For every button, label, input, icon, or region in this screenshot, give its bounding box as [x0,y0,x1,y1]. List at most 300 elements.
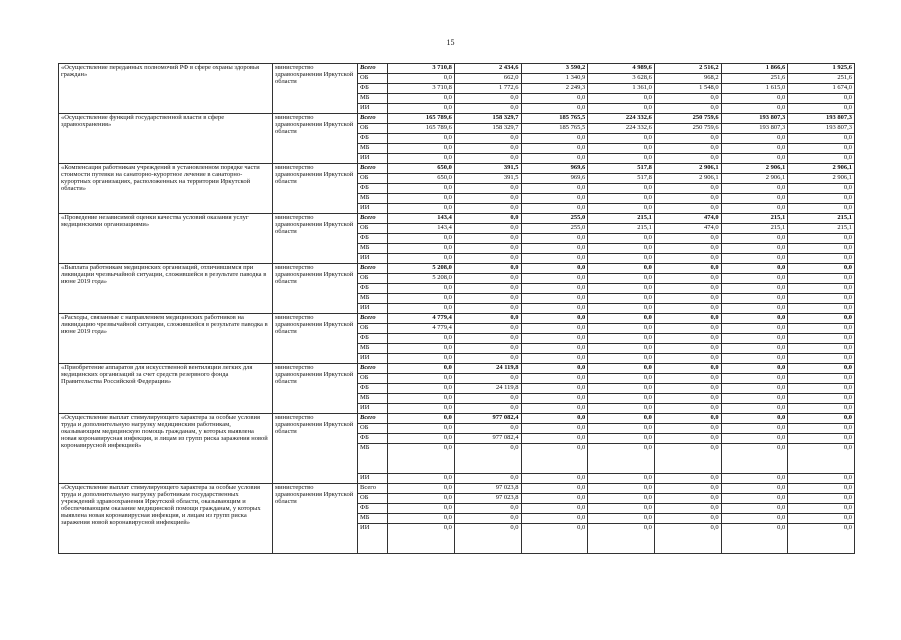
amount-cell: 0,0 [588,514,655,524]
amount-cell: 0,0 [654,334,721,344]
amount-cell: 0,0 [388,344,455,354]
amount-cell: 5 208,0 [388,274,455,284]
amount-cell: 0,0 [388,404,455,414]
amount-cell: 143,4 [388,214,455,224]
measure-description-text: «Осуществление выплат стимулирующего характера за особые условия труда и дополнительную нагрузку работникам государственных учреждений здравоохранения Иркутской области, оказывающим и обеспечивающим оказание медицинской помощи гражданам, у которых выявлена новая коронавирусная инфекция, и лицам из групп риска заражения новой коронавирусной инфекцией» [61,484,261,526]
amount-cell: 0,0 [388,434,455,444]
amount-cell: 2 906,1 [788,174,855,184]
amount-cell: 0,0 [788,234,855,244]
amount-cell: 0,0 [454,234,521,244]
amount-cell: 0,0 [721,204,788,214]
amount-cell: 0,0 [588,504,655,514]
amount-cell: 0,0 [388,284,455,294]
funding-source: ФБ [358,184,388,194]
amount-cell: 0,0 [454,224,521,234]
amount-cell: 0,0 [654,404,721,414]
amount-cell: 0,0 [521,264,588,274]
table-row [59,164,855,174]
amount-cell: 0,0 [521,134,588,144]
funding-source: Всего [358,114,388,124]
amount-cell: 0,0 [521,484,588,494]
executor-cell [273,114,358,164]
amount-cell: 0,0 [454,514,521,524]
amount-cell: 0,0 [721,354,788,364]
amount-cell: 3 710,8 [388,64,455,74]
funding-source: ИИ [358,304,388,314]
executor-cell [273,314,358,364]
measure-description-text: «Выплата работникам медицинских организаций, отличившимся при ликвидации чрезвычайной ситуации, сложившейся в результате паводка в июне 2019 года» [61,264,267,285]
funding-source: Всего [358,64,388,74]
funding-source: Всего [358,414,388,424]
funding-source: ФБ [358,234,388,244]
amount-cell: 0,0 [454,284,521,294]
amount-cell: 0,0 [521,94,588,104]
amount-cell: 969,6 [521,174,588,184]
amount-cell: 474,0 [654,214,721,224]
amount-cell: 0,0 [721,264,788,274]
amount-cell: 0,0 [654,314,721,324]
funding-source: МБ [358,94,388,104]
amount-cell: 4 779,4 [388,324,455,334]
amount-cell: 0,0 [721,304,788,314]
amount-cell: 0,0 [788,94,855,104]
amount-cell: 0,0 [521,184,588,194]
amount-cell: 0,0 [588,524,655,554]
amount-cell: 0,0 [521,144,588,154]
amount-cell: 0,0 [454,274,521,284]
amount-cell: 0,0 [454,394,521,404]
amount-cell: 0,0 [454,314,521,324]
amount-cell: 0,0 [588,334,655,344]
amount-cell: 0,0 [788,314,855,324]
amount-cell: 0,0 [588,134,655,144]
amount-cell: 0,0 [454,104,521,114]
amount-cell: 0,0 [454,524,521,554]
amount-cell: 0,0 [388,364,455,374]
amount-cell: 0,0 [521,104,588,114]
amount-cell: 0,0 [454,294,521,304]
amount-cell: 0,0 [654,274,721,284]
amount-cell: 0,0 [654,184,721,194]
amount-cell: 0,0 [654,154,721,164]
amount-cell: 0,0 [654,514,721,524]
executor-text: министерство здравоохранения Иркутской области [275,114,354,135]
amount-cell: 2 906,1 [654,164,721,174]
funding-source: Всего [358,164,388,174]
amount-cell: 0,0 [388,414,455,424]
amount-cell: 0,0 [654,504,721,514]
measure-description-text: «Осуществление выплат стимулирующего характера за особые условия труда и дополнительную нагрузку медицинским работникам, оказывающим медицинскую помощь гражданам, у которых выявлена новая коронавирусная инфекция, и лицам из групп риска заражения новой коронавирусной инфекцией» [61,414,268,449]
funding-source: ФБ [358,334,388,344]
amount-cell: 0,0 [454,404,521,414]
amount-cell: 0,0 [521,294,588,304]
amount-cell: 0,0 [588,234,655,244]
amount-cell: 143,4 [388,224,455,234]
amount-cell: 517,8 [588,174,655,184]
amount-cell: 0,0 [454,504,521,514]
amount-cell: 0,0 [454,444,521,474]
amount-cell: 0,0 [721,194,788,204]
amount-cell: 0,0 [721,514,788,524]
funding-source: ОБ [358,324,388,334]
amount-cell: 0,0 [654,524,721,554]
amount-cell: 0,0 [521,314,588,324]
amount-cell: 0,0 [521,354,588,364]
amount-cell: 251,6 [721,74,788,84]
amount-cell: 0,0 [654,414,721,424]
amount-cell: 0,0 [788,134,855,144]
measure-description-text: «Приобретение аппаратов для искусственной вентиляции легких для медицинских организаций за счет средств резервного фонда Правительства Российской Федерации» [61,364,253,385]
amount-cell: 0,0 [788,274,855,284]
amount-cell: 0,0 [654,364,721,374]
amount-cell: 0,0 [388,524,455,554]
amount-cell: 0,0 [521,494,588,504]
funding-source: ИИ [358,524,388,554]
amount-cell: 4 989,6 [588,64,655,74]
funding-source: МБ [358,244,388,254]
amount-cell: 1 866,6 [721,64,788,74]
amount-cell: 0,0 [454,474,521,484]
amount-cell: 0,0 [788,324,855,334]
amount-cell: 215,1 [721,214,788,224]
amount-cell: 0,0 [588,384,655,394]
table-row [59,214,855,224]
table-row [59,114,855,124]
funding-source: Всего [358,484,388,494]
amount-cell: 215,1 [788,224,855,234]
funding-source: ФБ [358,384,388,394]
amount-cell: 255,0 [521,224,588,234]
amount-cell: 0,0 [654,304,721,314]
amount-cell: 0,0 [454,144,521,154]
amount-cell: 0,0 [454,344,521,354]
funding-source: ФБ [358,84,388,94]
funding-source: ОБ [358,224,388,234]
funding-source: Всего [358,314,388,324]
amount-cell: 0,0 [721,294,788,304]
amount-cell: 0,0 [654,324,721,334]
amount-cell: 650,0 [388,164,455,174]
amount-cell: 2 516,2 [654,64,721,74]
amount-cell: 0,0 [654,204,721,214]
amount-cell: 0,0 [788,204,855,214]
amount-cell: 0,0 [521,504,588,514]
amount-cell: 0,0 [788,404,855,414]
funding-source: ОБ [358,74,388,84]
amount-cell: 0,0 [588,204,655,214]
amount-cell: 0,0 [654,194,721,204]
amount-cell: 0,0 [721,284,788,294]
amount-cell: 968,2 [654,74,721,84]
amount-cell: 3 590,2 [521,64,588,74]
amount-cell: 0,0 [521,324,588,334]
table-row [59,314,855,324]
amount-cell: 0,0 [654,394,721,404]
funding-source: ОБ [358,374,388,384]
funding-source: ИИ [358,104,388,114]
amount-cell: 0,0 [654,104,721,114]
table-row [59,414,855,424]
amount-cell: 0,0 [788,414,855,424]
amount-cell: 0,0 [588,264,655,274]
amount-cell: 0,0 [388,394,455,404]
amount-cell: 185 765,5 [521,124,588,134]
amount-cell: 0,0 [788,244,855,254]
amount-cell: 0,0 [721,154,788,164]
amount-cell: 0,0 [454,154,521,164]
measure-description-text: «Осуществление переданных полномочий РФ в сфере охраны здоровья граждан» [61,64,259,78]
table-row [59,64,855,74]
amount-cell: 24 119,8 [454,384,521,394]
amount-cell: 0,0 [454,424,521,434]
amount-cell: 0,0 [388,244,455,254]
amount-cell: 0,0 [588,354,655,364]
amount-cell: 0,0 [721,424,788,434]
executor-text: министерство здравоохранения Иркутской области [275,414,354,435]
amount-cell: 0,0 [721,474,788,484]
amount-cell: 969,6 [521,164,588,174]
amount-cell: 0,0 [654,424,721,434]
amount-cell: 224 332,6 [588,124,655,134]
amount-cell: 0,0 [454,184,521,194]
amount-cell: 0,0 [654,264,721,274]
amount-cell: 0,0 [588,304,655,314]
amount-cell: 0,0 [388,154,455,164]
amount-cell: 0,0 [654,434,721,444]
amount-cell: 0,0 [788,484,855,494]
amount-cell: 0,0 [388,384,455,394]
amount-cell: 0,0 [721,234,788,244]
amount-cell: 0,0 [788,394,855,404]
funding-table [58,63,855,554]
amount-cell: 391,5 [454,164,521,174]
amount-cell: 0,0 [521,394,588,404]
amount-cell: 0,0 [721,504,788,514]
amount-cell: 0,0 [521,204,588,214]
amount-cell: 0,0 [588,474,655,484]
amount-cell: 0,0 [588,324,655,334]
funding-source: ИИ [358,474,388,484]
funding-source: ОБ [358,424,388,434]
amount-cell: 0,0 [388,194,455,204]
executor-text: министерство здравоохранения Иркутской области [275,164,354,185]
funding-source: МБ [358,294,388,304]
amount-cell: 0,0 [588,414,655,424]
amount-cell: 0,0 [788,524,855,554]
funding-source: ОБ [358,124,388,134]
amount-cell: 0,0 [588,154,655,164]
amount-cell: 0,0 [521,154,588,164]
table-row [59,264,855,274]
amount-cell: 0,0 [721,444,788,474]
measure-description-text: «Осуществление функций государственной власти в сфере здравоохранения» [61,114,225,128]
amount-cell: 0,0 [388,184,455,194]
executor-cell [273,414,358,484]
amount-cell: 0,0 [521,374,588,384]
amount-cell: 0,0 [388,334,455,344]
measure-description [59,484,273,554]
funding-source: ФБ [358,134,388,144]
amount-cell: 0,0 [721,434,788,444]
amount-cell: 0,0 [388,204,455,214]
amount-cell: 0,0 [654,444,721,474]
amount-cell: 0,0 [788,304,855,314]
amount-cell: 0,0 [521,514,588,524]
amount-cell: 0,0 [588,404,655,414]
funding-source: ОБ [358,494,388,504]
amount-cell: 2 906,1 [721,164,788,174]
amount-cell: 215,1 [788,214,855,224]
funding-source: ОБ [358,274,388,284]
amount-cell: 474,0 [654,224,721,234]
amount-cell: 5 208,0 [388,264,455,274]
amount-cell: 0,0 [788,284,855,294]
measure-description-text: «Расходы, связанные с направлением медицинских работников на ликвидацию чрезвычайной ситуации, сложившейся в результате паводка в июне 2019 года» [61,314,268,335]
amount-cell: 0,0 [454,354,521,364]
amount-cell: 0,0 [721,274,788,284]
amount-cell: 0,0 [588,254,655,264]
amount-cell: 0,0 [788,294,855,304]
amount-cell: 0,0 [588,294,655,304]
amount-cell: 193 807,3 [788,114,855,124]
amount-cell: 3 710,8 [388,84,455,94]
amount-cell: 0,0 [788,254,855,264]
amount-cell: 0,0 [788,184,855,194]
funding-source: МБ [358,514,388,524]
amount-cell: 3 628,6 [588,74,655,84]
page-number: 15 [446,38,455,47]
funding-source: ФБ [358,284,388,294]
amount-cell: 0,0 [521,444,588,474]
amount-cell: 0,0 [388,254,455,264]
amount-cell: 0,0 [588,244,655,254]
amount-cell: 0,0 [388,484,455,494]
amount-cell: 0,0 [388,94,455,104]
amount-cell: 0,0 [721,334,788,344]
measure-description [59,164,273,214]
amount-cell: 0,0 [654,374,721,384]
measure-description [59,414,273,484]
amount-cell: 2 906,1 [788,164,855,174]
amount-cell: 0,0 [521,234,588,244]
amount-cell: 165 789,6 [388,114,455,124]
funding-table-body [59,64,855,554]
amount-cell: 0,0 [521,474,588,484]
measure-description [59,214,273,264]
executor-cell [273,484,358,554]
amount-cell: 0,0 [454,244,521,254]
amount-cell: 0,0 [521,384,588,394]
amount-cell: 0,0 [788,144,855,154]
executor-text: министерство здравоохранения Иркутской области [275,484,354,505]
amount-cell: 224 332,6 [588,114,655,124]
amount-cell: 0,0 [588,94,655,104]
amount-cell: 0,0 [588,344,655,354]
measure-description [59,264,273,314]
amount-cell: 215,1 [721,224,788,234]
amount-cell: 977 082,4 [454,414,521,424]
amount-cell: 193 807,3 [721,124,788,134]
executor-text: министерство здравоохранения Иркутской области [275,264,354,285]
amount-cell: 0,0 [454,214,521,224]
amount-cell: 165 789,6 [388,124,455,134]
amount-cell: 0,0 [388,424,455,434]
amount-cell: 0,0 [521,524,588,554]
amount-cell: 0,0 [588,104,655,114]
amount-cell: 0,0 [654,494,721,504]
amount-cell: 250 759,6 [654,124,721,134]
amount-cell: 0,0 [521,424,588,434]
amount-cell: 0,0 [521,254,588,264]
amount-cell: 0,0 [721,144,788,154]
amount-cell: 2 434,6 [454,64,521,74]
amount-cell: 0,0 [388,294,455,304]
amount-cell: 0,0 [654,384,721,394]
funding-source: Всего [358,264,388,274]
executor-text: министерство здравоохранения Иркутской области [275,314,354,335]
measure-description-text: «Компенсация работникам учреждений в установленном порядке части стоимости путевки на санаторно-курортное лечение в санаторно-курортных организациях, расположенных на территории Иркутской области» [61,164,260,192]
amount-cell: 185 765,5 [521,114,588,124]
amount-cell: 0,0 [521,244,588,254]
amount-cell: 158 329,7 [454,114,521,124]
amount-cell: 215,1 [588,214,655,224]
amount-cell: 0,0 [388,234,455,244]
amount-cell: 0,0 [721,254,788,264]
funding-source: ИИ [358,254,388,264]
amount-cell: 0,0 [721,384,788,394]
amount-cell: 251,6 [788,74,855,84]
amount-cell: 0,0 [521,194,588,204]
funding-source: МБ [358,444,388,474]
amount-cell: 1 615,0 [721,84,788,94]
amount-cell: 0,0 [588,494,655,504]
executor-cell [273,164,358,214]
amount-cell: 2 906,1 [721,174,788,184]
amount-cell: 0,0 [721,134,788,144]
measure-description-text: «Проведение независимой оценки качества условий оказания услуг медицинскими организациями» [61,214,249,228]
amount-cell: 0,0 [588,144,655,154]
table-row [59,484,855,494]
amount-cell: 0,0 [454,324,521,334]
amount-cell: 0,0 [454,204,521,214]
amount-cell: 0,0 [588,314,655,324]
amount-cell: 0,0 [521,304,588,314]
funding-source: ИИ [358,204,388,214]
amount-cell: 0,0 [654,294,721,304]
amount-cell: 0,0 [788,154,855,164]
executor-cell [273,64,358,114]
amount-cell: 0,0 [654,344,721,354]
amount-cell: 193 807,3 [721,114,788,124]
amount-cell: 0,0 [388,74,455,84]
amount-cell: 0,0 [721,494,788,504]
amount-cell: 0,0 [721,374,788,384]
amount-cell: 0,0 [521,364,588,374]
executor-text: министерство здравоохранения Иркутской области [275,64,354,85]
funding-source: ИИ [358,404,388,414]
amount-cell: 0,0 [388,494,455,504]
amount-cell: 0,0 [454,194,521,204]
amount-cell: 0,0 [454,254,521,264]
amount-cell: 0,0 [388,134,455,144]
amount-cell: 0,0 [454,94,521,104]
amount-cell: 0,0 [388,104,455,114]
amount-cell: 0,0 [788,494,855,504]
funding-source: Всего [358,364,388,374]
amount-cell: 0,0 [388,514,455,524]
amount-cell: 0,0 [788,344,855,354]
amount-cell: 0,0 [721,104,788,114]
